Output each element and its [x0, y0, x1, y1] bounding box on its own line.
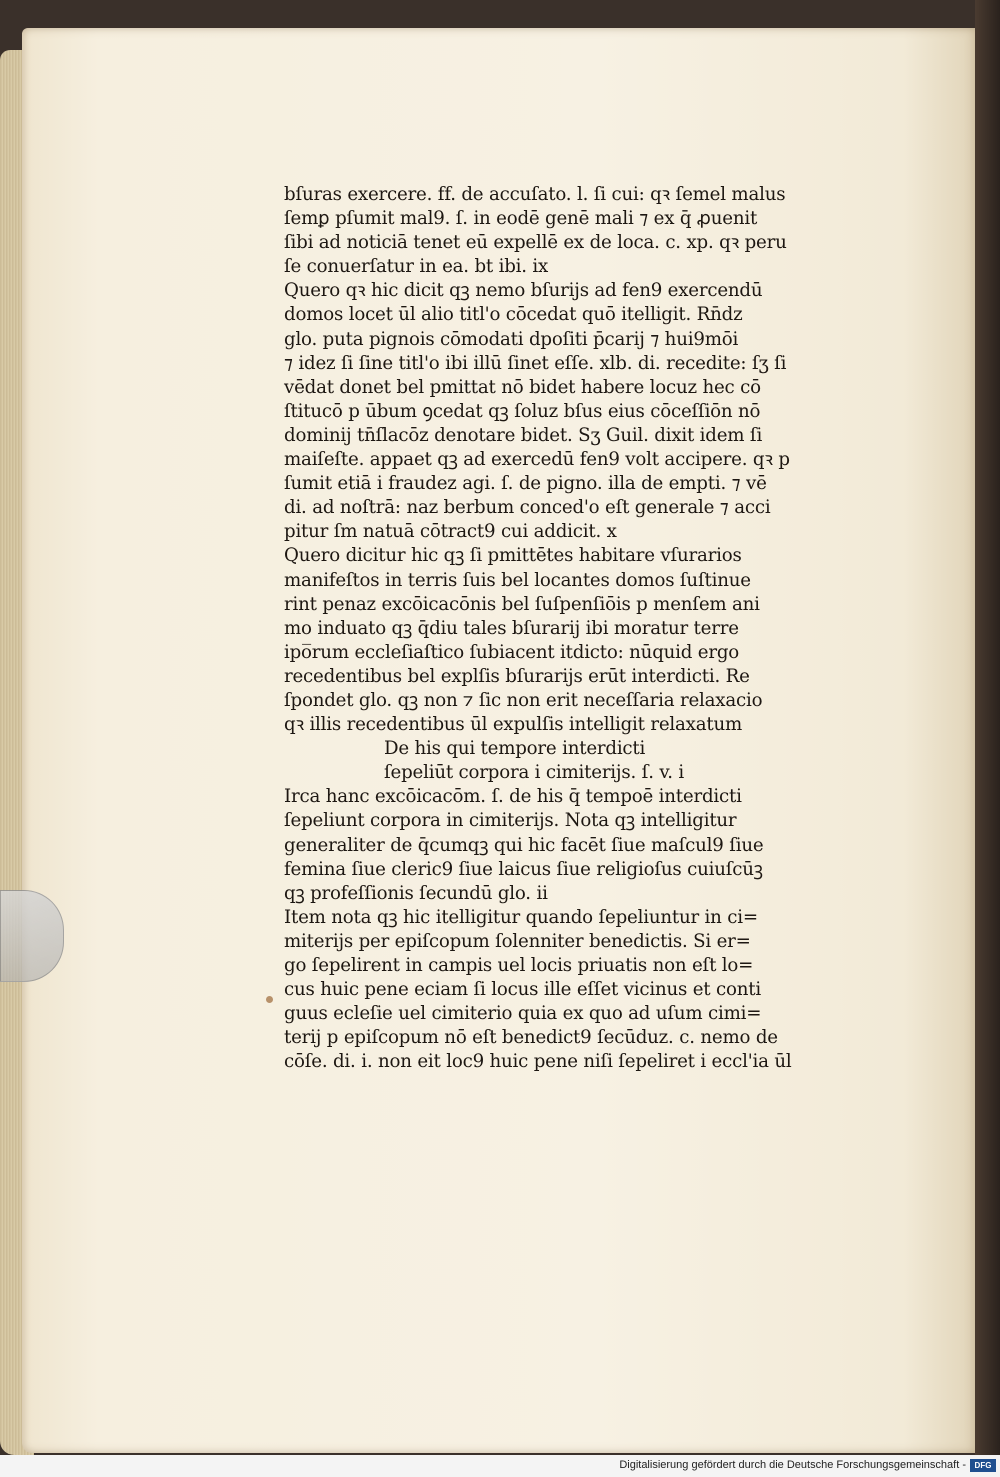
text-line: Quero qꝛ hic dicit qꝫ nemo bſurijs ad fen9 exercendū — [284, 280, 763, 302]
text-line: manifeſtos in terris ſuis bel locantes domos ſuſtinue — [284, 569, 751, 591]
text-line: ſibi ad noticiā tenet eū expellē ex de loca. c. xp. qꝛ peru — [284, 232, 787, 254]
text-line: recedentibus bel explſis bſurarijs erūt interdicti. Re — [284, 665, 750, 687]
text-line: mo induato qꝫ q̄diu tales bſurarij ibi moratur terre — [284, 617, 739, 639]
binding-edge — [975, 0, 1000, 1455]
text-line: cus huic pene eciam ſi locus ille eſſet vicinus et conti — [284, 979, 761, 1001]
text-line: Irca hanc excōicacōm. ſ. de his q̄ tempoē interdicti — [284, 786, 742, 808]
text-line: Item nota qꝫ hic itelligitur quando ſepeliuntur in ci= — [284, 906, 758, 928]
text-line: qꝫ profeſſionis ſecundū glo. ii — [284, 882, 548, 904]
text-line: ſemꝑ pſumit mal9. ſ. in eodē genē mali ⁊ ex q̄ ꝓuenit — [284, 208, 758, 230]
text-line: miterijs per epiſcopum ſolenniter benedictis. Si er= — [284, 930, 751, 952]
section-heading: ſepeliūt corpora i cimiterijs. ſ. v. i — [384, 762, 685, 784]
text-line: ſe conuerſatur in ea. bt ibi. ix — [284, 256, 549, 278]
text-line: ⁊ idez ſi ſine titl'o ibi illū ſinet eſſe. xlb. di. recedite: ſʒ ſi — [284, 352, 787, 374]
text-block — [284, 183, 844, 1074]
dfg-logo-icon: DFG — [970, 1459, 996, 1472]
text-line: femina ſiue cleric9 ſiue laicus ſiue religioſus cuiuſcūꝫ — [284, 858, 763, 880]
text-line: ſepeliunt corpora in cimiterijs. Nota qꝫ intelligitur — [284, 810, 737, 832]
text-line: terij p epiſcopum nō eſt benedict9 ſecūduz. c. nemo de — [284, 1027, 778, 1049]
text-line: maiſeſte. appaet qꝫ ad exercedū fen9 volt accipere. qꝛ p — [284, 449, 790, 471]
text-line: pitur ſm natuā cōtract9 cui addicit. x — [284, 521, 617, 543]
text-line: vēdat donet bel pmittat nō bidet habere locuz hec cō — [284, 376, 761, 398]
text-line: rint penaz excōicacōnis bel ſuſpenſiōis p menſem ani — [284, 593, 760, 615]
text-line: di. ad noſtrā: naz berbum conced'o eſt generale ⁊ acci — [284, 497, 771, 519]
text-line: guus ecleſie uel cimiterio quia ex quo ad uſum cimi= — [284, 1003, 762, 1025]
text-line: glo. puta pignois cōmodati dpoſiti p̄carij ⁊ hui9mōi — [284, 328, 739, 350]
text-line: qꝛ illis recedentibus ūl expulſis intelligit relaxatum — [284, 714, 743, 736]
text-line: domos locet ūl alio titl'o cōcedat quō itelligit. Rn̄dz — [284, 304, 743, 326]
footer-credit: Digitalisierung gefördert durch die Deutsche Forschungsgemeinschaft - — [619, 1459, 966, 1471]
text-line: Quero dicitur hic qꝫ ſi pmittētes habitare vſurarios — [284, 545, 742, 567]
text-line: generaliter de q̄cumqꝫ qui hic facēt ſiue maſcul9 ſiue — [284, 834, 764, 856]
section-heading: De his qui tempore interdicti — [384, 738, 646, 760]
text-line: ſpondet glo. qꝫ non ⁊ ſic non erit neceſſaria relaxacio — [284, 689, 763, 711]
text-line: ſumit etiā i fraudez agi. ſ. de pigno. illa de empti. ⁊ vē — [284, 473, 767, 495]
text-line: ipo̅rum eccleſiaſtico ſubiacent itdicto: nūquid ergo — [284, 641, 740, 663]
text-line: ſtitucō p ūbum ꝯcedat qꝫ ſoluz bſus eius cōceſſiōn nō — [284, 400, 761, 422]
text-line: cōſe. di. i. non eit loc9 huic pene niſi ſepeliret i eccl'ia ūl — [284, 1051, 792, 1073]
paper-speck — [266, 996, 273, 1003]
text-line: dominij tn̄ſlacōz denotare bidet. Sʒ Guil. dixit idem ſi — [284, 424, 763, 446]
text-line: bſuras exercere. ff. de accuſato. l. ſi cui: qꝛ ſemel malus — [284, 184, 786, 205]
text-line: go ſepelirent in campis uel locis priuatis non eſt lo= — [284, 955, 754, 976]
footer-bar — [0, 1455, 1000, 1477]
